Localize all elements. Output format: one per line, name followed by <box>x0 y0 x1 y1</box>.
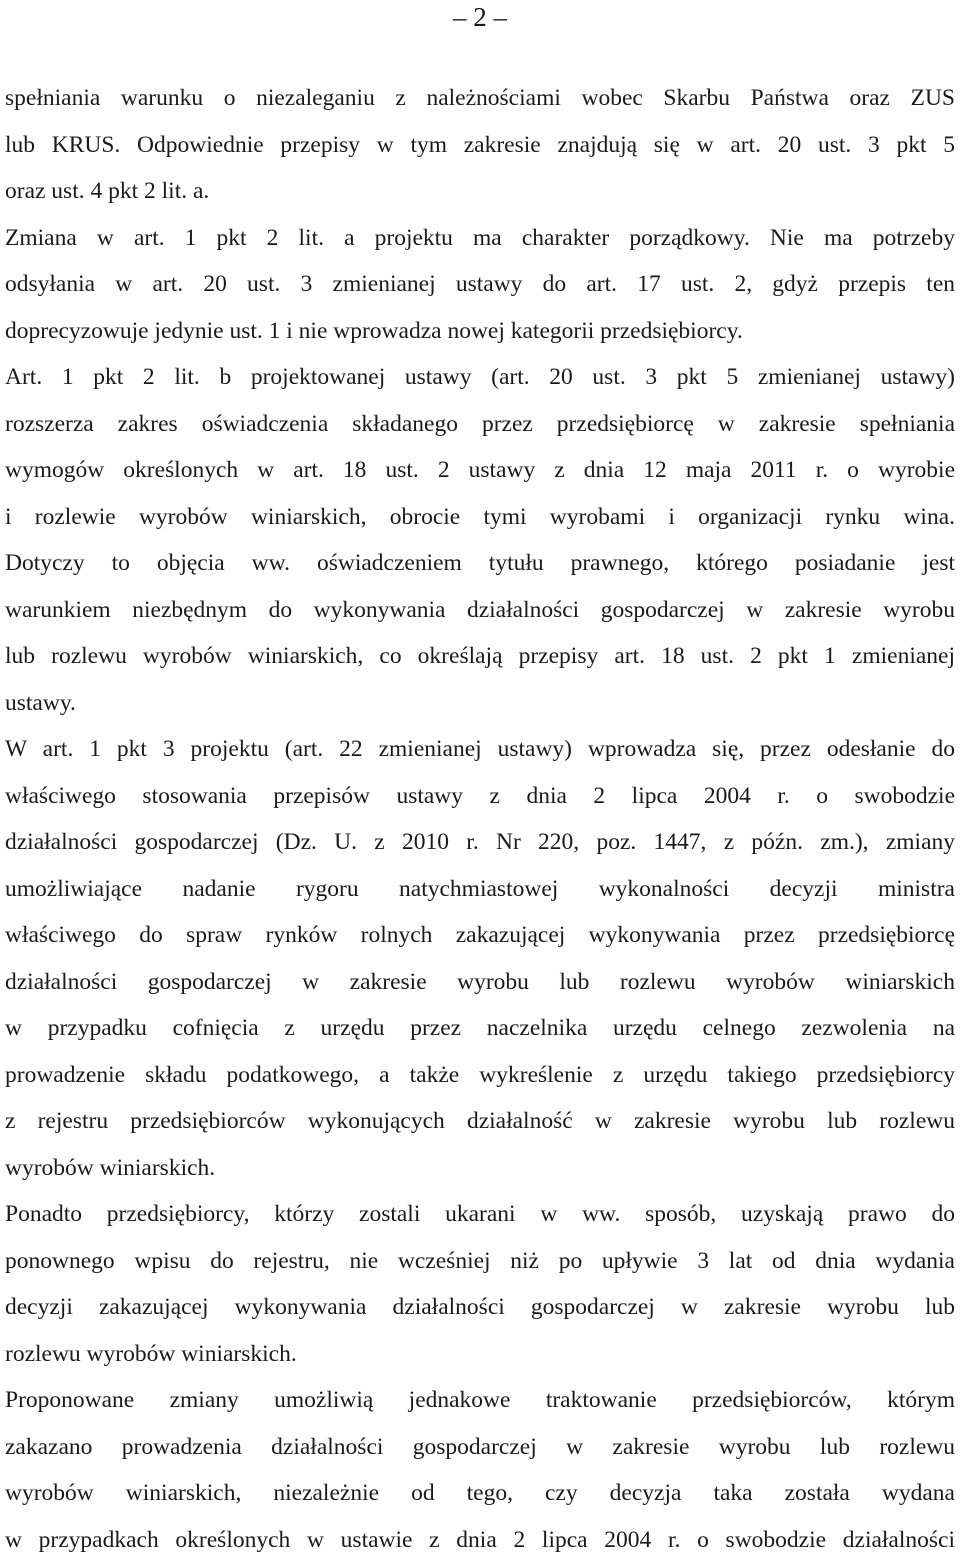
paragraph <box>5 354 955 726</box>
paragraph <box>5 1191 955 1377</box>
document-body <box>5 75 955 1563</box>
text-line: w przypadkach określonych w ustawie z dnia 2 lipca 2004 r. o swobodzie działalności <box>5 1526 955 1553</box>
text-line: działalności gospodarczej w zakresie wyrobu lub rozlewu wyrobów winiarskich <box>5 968 955 995</box>
paragraph <box>5 215 955 355</box>
text-line: wyrobów winiarskich. <box>5 1154 216 1181</box>
text-line: właściwego do spraw rynków rolnych zakazującej wykonywania przez przedsiębiorcę <box>5 922 955 948</box>
text-line: oraz ust. 4 pkt 2 lit. a. <box>5 178 210 204</box>
text-line: działalności gospodarczej (Dz. U. z 2010 r. Nr 220, poz. 1447, z późn. zm.), zmiany <box>5 829 955 855</box>
text-line: doprecyzowuje jedynie ust. 1 i nie wprowadza nowej kategorii przedsiębiorcy. <box>5 317 743 344</box>
text-line: umożliwiające nadanie rygoru natychmiastowej wykonalności decyzji ministra <box>5 875 955 902</box>
text-line: rozszerza zakres oświadczenia składanego przez przedsiębiorcę w zakresie spełniania <box>5 410 955 437</box>
text-line: ustawy. <box>5 689 76 716</box>
text-line: lub KRUS. Odpowiednie przepisy w tym zakresie znajdują się w art. 20 ust. 3 pkt 5 <box>5 131 955 158</box>
text-line: zakazano prowadzenia działalności gospodarczej w zakresie wyrobu lub rozlewu <box>5 1433 955 1460</box>
text-line: z rejestru przedsiębiorców wykonujących działalność w zakresie wyrobu lub rozlewu <box>5 1108 955 1134</box>
text-line: Zmiana w art. 1 pkt 2 lit. a projektu ma charakter porządkowy. Nie ma potrzeby <box>5 224 955 251</box>
text-line: lub rozlewu wyrobów winiarskich, co określają przepisy art. 18 ust. 2 pkt 1 zmienianej <box>5 643 955 669</box>
text-line: i rozlewie wyrobów winiarskich, obrocie tymi wyrobami i organizacji rynku wina. <box>5 503 955 530</box>
text-line: Dotyczy to objęcia ww. oświadczeniem tytułu prawnego, którego posiadanie jest <box>5 550 955 576</box>
text-line: W art. 1 pkt 3 projektu (art. 22 zmienianej ustawy) wprowadza się, przez odesłanie do <box>5 736 955 762</box>
text-line: decyzji zakazującej wykonywania działalności gospodarczej w zakresie wyrobu lub <box>5 1294 955 1320</box>
text-line: Ponadto przedsiębiorcy, którzy zostali ukarani w ww. sposób, uzyskają prawo do <box>5 1201 955 1227</box>
paragraph <box>5 1377 955 1563</box>
text-line: Proponowane zmiany umożliwią jednakowe traktowanie przedsiębiorców, którym <box>5 1387 955 1413</box>
text-line: właściwego stosowania przepisów ustawy z dnia 2 lipca 2004 r. o swobodzie <box>5 782 955 809</box>
text-line: wymogów określonych w art. 18 ust. 2 ustawy z dnia 12 maja 2011 r. o wyrobie <box>5 457 955 483</box>
text-line: Art. 1 pkt 2 lit. b projektowanej ustawy (art. 20 ust. 3 pkt 5 zmienianej ustawy) <box>5 364 955 390</box>
text-line: spełniania warunku o niezaleganiu z należnościami wobec Skarbu Państwa oraz ZUS <box>5 85 955 111</box>
text-line: odsyłania w art. 20 ust. 3 zmienianej ustawy do art. 17 ust. 2, gdyż przepis ten <box>5 271 955 297</box>
paragraph <box>5 726 955 1191</box>
text-line: ponownego wpisu do rejestru, nie wcześniej niż po upływie 3 lat od dnia wydania <box>5 1247 955 1274</box>
text-line: rozlewu wyrobów winiarskich. <box>5 1340 297 1367</box>
text-line: wyrobów winiarskich, niezależnie od tego, czy decyzja taka została wydana <box>5 1480 955 1506</box>
paragraph <box>5 75 955 215</box>
text-line: warunkiem niezbędnym do wykonywania działalności gospodarczej w zakresie wyrobu <box>5 596 955 623</box>
page-number: – 2 – <box>453 2 507 32</box>
text-line: prowadzenie składu podatkowego, a także wykreślenie z urzędu takiego przedsiębiorcy <box>5 1061 955 1088</box>
text-line: w przypadku cofnięcia z urzędu przez naczelnika urzędu celnego zezwolenia na <box>5 1015 955 1041</box>
